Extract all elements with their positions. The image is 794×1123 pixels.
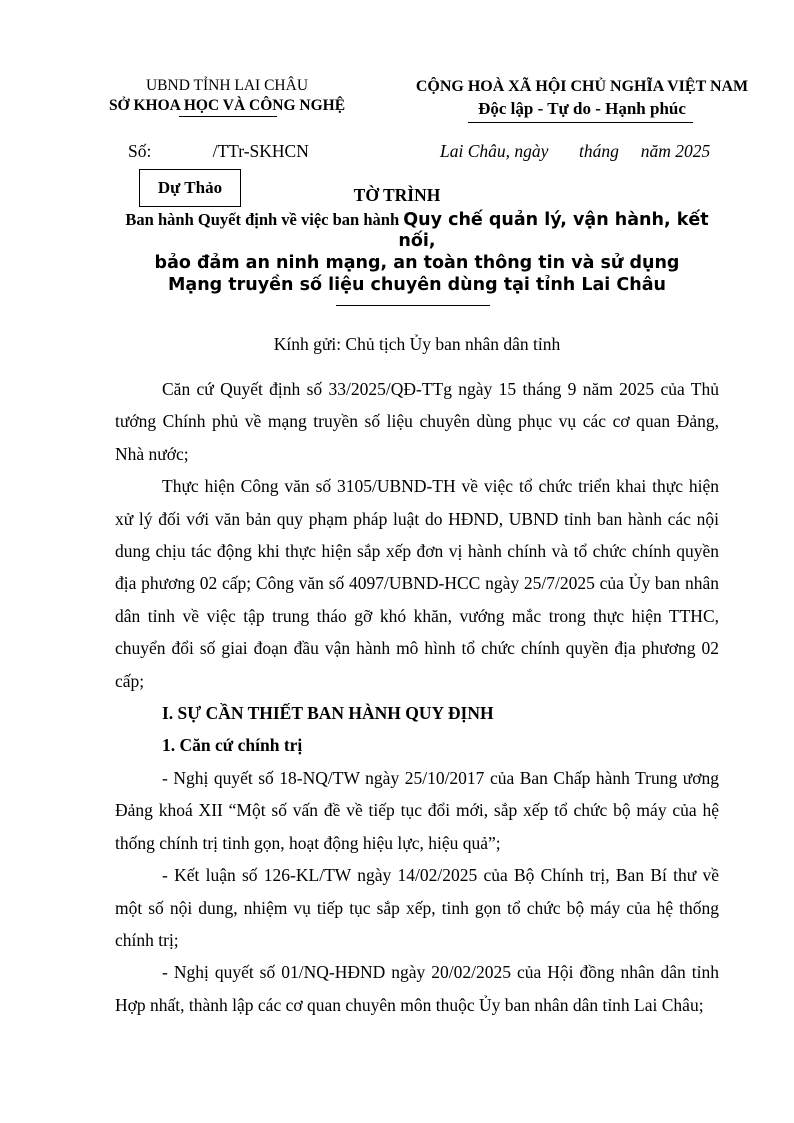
document-type: TỜ TRÌNH [353,185,441,205]
subject-part-3: bảo đảm an ninh mạng, an toàn thông tin và sử dụng [154,253,680,273]
section-heading: I. SỰ CẦN THIẾT BAN HÀNH QUY ĐỊNH [162,703,494,724]
issuing-agency: SỞ KHOA HỌC VÀ CÔNG NGHỆ [108,97,346,114]
motto-underline [468,122,693,123]
subject-part-2: Quy chế quản lý, vận hành, kết nối, [398,210,709,251]
paragraph: - Nghị quyết số 18-NQ/TW ngày 25/10/2017 của Ban Chấp hành Trung ương Đảng khoá XII “Một số vấn đề về tiếp tục đổi mới, sắp xếp tổ chức bộ máy của hệ thống chính trị tinh gọn, hoạt động hiệu lực, hiệu quả”; [115,767,719,853]
national-motto-block [396,76,768,121]
paragraph: - Kết luận số 126-KL/TW ngày 14/02/2025 của Bộ Chính trị, Ban Bí thư về một số nội dung, nhiệm vụ tiếp tục sắp xếp, tinh gọn tổ chức bộ máy của hệ thống chính trị; [115,865,719,950]
recipient-line: Kính gửi: Chủ tịch Ủy ban nhân dân tỉnh [273,334,561,354]
subject-underline [336,305,490,306]
place-date: Lai Châu, ngày tháng năm 2025 [440,141,711,161]
subsection-heading: 1. Căn cứ chính trị [162,735,303,756]
subject-part-4: Mạng truyền số liệu chuyên dùng tại tỉnh Lai Châu [168,275,666,295]
paragraph: Căn cứ Quyết định số 33/2025/QĐ-TTg ngày 15 tháng 9 năm 2025 của Thủ tướng Chính phủ về mạng truyền số liệu chuyên dùng phục vụ các cơ quan Đảng, Nhà nước; [115,379,719,464]
agency-underline [179,116,277,117]
paragraph: Thực hiện Công văn số 3105/UBND-TH về việc tổ chức triển khai thực hiện xử lý đối với văn bản quy phạm pháp luật do HĐND, UBND tỉnh ban hành các nội dung chịu tác động khi thực hiện sắp xếp đơn vị hành chính và tổ chức chính quyền địa phương 02 cấp; Công văn số 4097/UBND-HCC ngày 25/7/2025 của Ủy ban nhân dân tỉnh về việc tập trung tháo gỡ khó khăn, vướng mắc trong thực hiện TTHC, chuyển đổi số giai đoạn đầu vận hành mô hình tổ chức chính quyền địa phương 02 cấp; [115,476,719,691]
draft-stamp: Dự Thảo [139,169,241,207]
subject-part-1: Ban hành Quyết định về việc ban hành [125,210,404,229]
motto: Độc lập - Tự do - Hạnh phúc [478,99,686,118]
country-name: CỘNG HOÀ XÃ HỘI CHỦ NGHĨA VIỆT NAM [415,78,749,95]
paragraph: - Nghị quyết số 01/NQ-HĐND ngày 20/02/2025 của Hội đồng nhân dân tỉnh Hợp nhất, thành lập các cơ quan chuyên môn thuộc Ủy ban nhân dân tỉnh Lai Châu; [115,962,719,1015]
parent-agency: UBND TỈNH LAI CHÂU [145,77,309,94]
document-subject [112,210,722,296]
document-body [115,373,719,1021]
issuing-agency-block [82,76,372,116]
document-number: Số: /TTr-SKHCN [128,141,309,161]
